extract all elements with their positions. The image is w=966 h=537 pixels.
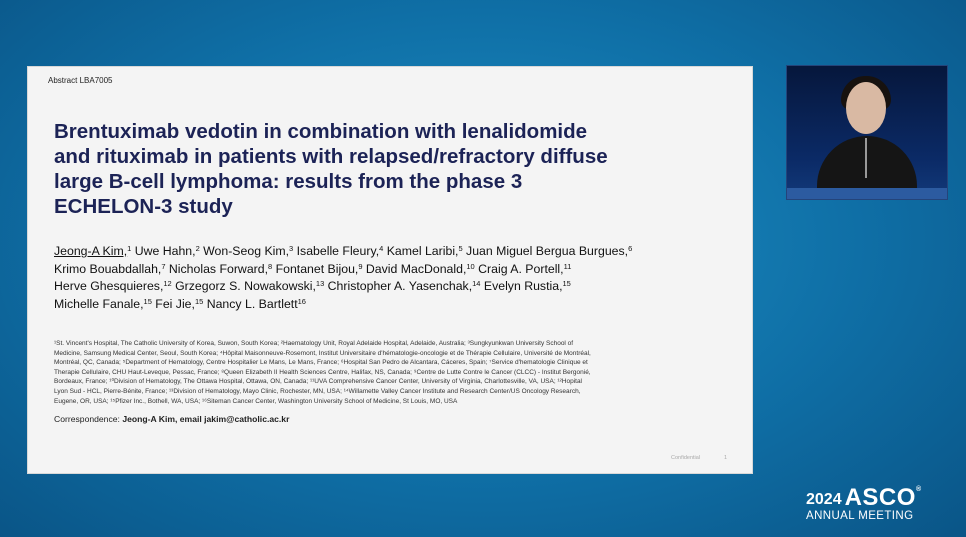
microphone-icon bbox=[865, 138, 867, 178]
author-name: Uwe Hahn, bbox=[131, 244, 196, 258]
correspondence-value: Jeong-A Kim, email jakim@catholic.ac.kr bbox=[122, 414, 290, 424]
author-name: Evelyn Rustia, bbox=[480, 279, 563, 293]
author-affiliation-number: 15 bbox=[194, 296, 204, 306]
affiliation-line: Lyon Sud - HCL, Pierre-Bénite, France; ¹³Division of Hematology, Mayo Clinic, Rochester, MN, USA; ¹⁴Willamette Valley Cancer Institute and Research Center/US Oncology Research, bbox=[54, 387, 581, 395]
affiliation-line: Medicine, Samsung Medical Center, Seoul, South Korea; ⁴Hôpital Maisonneuve-Rosemont, Institut Universitaire d'hématologie-oncologie et de Thérapie Cellulaire, Université de Montréal, bbox=[54, 349, 591, 357]
author-line bbox=[54, 278, 744, 296]
affiliation-line: Montréal, QC, Canada; ⁵Department of Hematology, Centre Hospitalier Le Mans, Le Mans, France; ⁶Hospital San Pedro de Alcantara, Cáceres, Spain; ⁷Service d'hematologie Clinique et bbox=[54, 359, 588, 367]
registered-mark: ® bbox=[915, 486, 922, 493]
slide-title bbox=[54, 119, 744, 219]
title-line: ECHELON-3 study bbox=[54, 195, 233, 218]
affiliation-line: Eugene, OR, USA; ¹⁵Pfizer Inc., Bothell, WA, USA; ¹⁶Siteman Cancer Center, Washington University School of Medicine, St Louis, MO, USA bbox=[54, 397, 458, 405]
author-name: Jeong-A Kim, bbox=[54, 244, 128, 258]
abstract-id: Abstract LBA7005 bbox=[48, 76, 113, 85]
author-affiliation-number: 15 bbox=[143, 296, 152, 306]
author-name: Won-Seog Kim, bbox=[199, 244, 290, 258]
title-line: and rituximab in patients with relapsed/refractory diffuse bbox=[54, 145, 608, 168]
author-affiliation-number: 13 bbox=[315, 279, 325, 288]
asco-year: 2024 bbox=[806, 491, 842, 508]
author-name: Grzegorz S. Nowakowski, bbox=[171, 279, 316, 293]
asco-subtitle: ANNUAL MEETING bbox=[806, 510, 914, 522]
author-name: Juan Miguel Bergua Burgues, bbox=[462, 244, 629, 258]
author-affiliation-number: 4 bbox=[379, 244, 384, 253]
confidential-label: Confidential bbox=[671, 455, 701, 461]
author-affiliation-number: 7 bbox=[161, 261, 166, 271]
author-line bbox=[54, 243, 744, 261]
author-list bbox=[54, 243, 744, 313]
presentation-slide bbox=[27, 66, 753, 474]
correspondence bbox=[54, 414, 289, 424]
page-number: 1 bbox=[724, 455, 728, 461]
author-line bbox=[54, 261, 744, 279]
author-affiliation-number: 11 bbox=[563, 261, 572, 271]
author-name: Michelle Fanale, bbox=[54, 296, 144, 311]
correspondence-label: Correspondence: bbox=[54, 414, 120, 424]
author-name: Herve Ghesquieres, bbox=[54, 279, 164, 293]
author-line bbox=[54, 296, 744, 314]
author-affiliation-number: 5 bbox=[458, 244, 463, 253]
author-name: Craig A. Portell, bbox=[474, 261, 564, 276]
podium bbox=[787, 188, 948, 200]
asco-brand-text: ASCO bbox=[844, 484, 916, 511]
author-affiliation-number: 9 bbox=[358, 261, 363, 271]
asco-brand bbox=[845, 479, 922, 509]
author-name: Fei Jie, bbox=[151, 296, 195, 311]
affiliation-line: Therapie Cellulaire, CHU Haut-Leveque, Pessac, France; ⁸Queen Elizabeth II Health Sciences Centre, Halifax, NS, Canada; ⁹Centre de Lutte Contre le Cancer (CLCC) - Institut Bergonié, bbox=[54, 368, 591, 376]
author-affiliation-number: 8 bbox=[268, 261, 273, 271]
asco-logo bbox=[806, 479, 922, 522]
author-name: Nancy L. Bartlett bbox=[203, 296, 298, 311]
author-name: Isabelle Fleury, bbox=[293, 244, 380, 258]
author-name: Kamel Laribi, bbox=[383, 244, 459, 258]
author-affiliation-number: 3 bbox=[289, 244, 294, 253]
speaker-head bbox=[846, 82, 886, 134]
author-name: Nicholas Forward, bbox=[165, 261, 269, 276]
author-name: David MacDonald, bbox=[362, 261, 467, 276]
author-affiliation-number: 14 bbox=[472, 279, 481, 288]
author-affiliation-number: 10 bbox=[466, 261, 475, 271]
title-line: large B-cell lymphoma: results from the phase 3 bbox=[54, 170, 523, 193]
affiliations bbox=[54, 339, 744, 406]
affiliation-line: ¹St. Vincent's Hospital, The Catholic University of Korea, Suwon, South Korea; ²Haematology Unit, Royal Adelaide Hospital, Adelaide, Australia; ³Sungkyunkwan University School of bbox=[54, 340, 574, 347]
speaker-video bbox=[786, 65, 948, 200]
author-affiliation-number: 16 bbox=[297, 296, 306, 306]
author-name: Christopher A. Yasenchak, bbox=[324, 279, 473, 293]
author-name: Krimo Bouabdallah, bbox=[54, 261, 162, 276]
asco-logo-top bbox=[806, 479, 922, 509]
author-affiliation-number: 2 bbox=[195, 244, 200, 253]
title-line: Brentuximab vedotin in combination with lenalidomide bbox=[54, 120, 588, 143]
author-affiliation-number: 12 bbox=[163, 279, 172, 288]
author-affiliation-number: 1 bbox=[127, 244, 132, 253]
author-name: Fontanet Bijou, bbox=[272, 261, 359, 276]
author-affiliation-number: 15 bbox=[562, 279, 571, 288]
affiliation-line: Bordeaux, France; ¹⁰Division of Hematology, The Ottawa Hospital, Ottawa, ON, Canada; ¹¹UVA Comprehensive Cancer Center, University of Virginia, Charlottesville, VA, USA; ¹²Hopital bbox=[54, 378, 582, 386]
author-affiliation-number: 6 bbox=[628, 244, 633, 253]
